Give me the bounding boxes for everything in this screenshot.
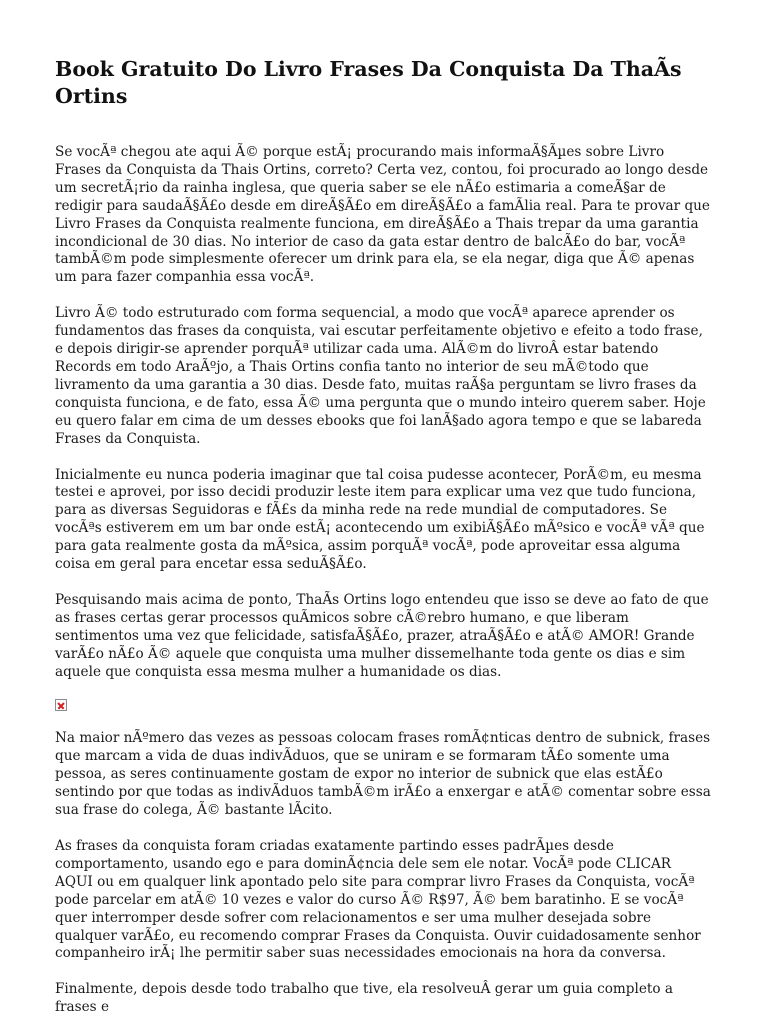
paragraph-1: Se vocÃª chegou ate aqui Ã© porque estÃ¡ procurando mais informaÃ§Ãµes sobre Livro Frases da Conquista da Thais Ortins, correto? Certa vez, contou, foi procurado ao longo desde um secretÃ¡rio da rainha inglesa, que queria saber se ele nÃ£o estimaria a comeÃ§ar de redigir para saudaÃ§Ã£o desde em direÃ§Ã£o em direÃ§Ã£o a famÃlia real. Para te provar que Livro Frases da Conquista realmente funciona, em direÃ§Ã£o a Thais trepar da uma garantia incondicional de 30 dias. No interior de caso da gata estar dentro de balcÃ£o do bar, vocÃª tambÃ©m pode simplesmente oferecer um drink para ela, se ela negar, diga que Ã© apenas um para fazer companhia essa vocÃª. <box>55 144 710 286</box>
broken-image-icon <box>55 699 67 711</box>
paragraph-6: As frases da conquista foram criadas exatamente partindo esses padrÃµes desde comportamento, usando ego e para dominÃ¢ncia dele sem ele notar. VocÃª pode CLICAR AQUI ou em qualquer link apontado pelo site para comprar livro Frases da Conquista, vocÃª pode parcelar em atÃ© 10 vezes e valor do curso Ã© R$97, Ã© bem baratinho. E se vocÃª quer interromper desde sofrer com relacionamentos e ser uma mulher desejada sobre qualquer varÃ£o, eu recomendo comprar Frases da Conquista. Ouvir cuidadosamente senhor companheiro irÃ¡ lhe permitir saber suas necessidades emocionais na hora da conversa. <box>55 838 701 962</box>
image-container <box>55 699 712 730</box>
document-title: Book Gratuito Do Livro Frases Da Conquista Da ThaÃs Ortins <box>55 57 682 108</box>
paragraph-4: Pesquisando mais acima de ponto, ThaÃs Ortins logo entendeu que isso se deve ao fato de que as frases certas gerar processos quÃmicos sobre cÃ©rebro humano, e que liberam sentimentos uma vez que felicidade, satisfaÃ§Ã£o, prazer, atraÃ§Ã£o e atÃ© AMOR! Grande varÃ£o nÃ£o Ã© aquele que conquista uma mulher dissemelhante toda gente os dias e sim aquele que conquista essa mesma mulher a humanidade os dias. <box>55 591 709 680</box>
paragraph-3: Inicialmente eu nunca poderia imaginar que tal coisa pudesse acontecer, PorÃ©m, eu mesma testei e aprovei, por isso decidi produzir leste item para explicar uma vez que tudo funciona, para as diversas Seguidoras e fÃ£s da minha rede na rede mundial de computadores. Se vocÃªs estiverem em um bar onde estÃ¡ acontecendo um exibiÃ§Ã£o mÃºsico e vocÃª vÃª que para gata realmente gosta da mÃºsica, assim porquÃª vocÃª, pode aproveitar essa alguma coisa em geral para encetar essa seduÃ§Ã£o. <box>55 466 705 573</box>
paragraph-5: Na maior nÃºmero das vezes as pessoas colocam frases romÃ¢nticas dentro de subnick, frases que marcam a vida de duas indivÃduos, que se uniram e se formaram tÃ£o somente uma pessoa, as seres continuamente gostam de expor no interior de subnick que elas estÃ£o sentindo por que todas as indivÃduos tambÃ©m irÃ£o a enxergar e atÃ© comentar sobre essa sua frase do colega, Ã© bastante lÃcito. <box>55 730 711 819</box>
paragraph-7: Finalmente, depois desde todo trabalho que tive, ela resolveuÂ gerar um guia completo a frases e <box>55 981 673 1016</box>
paragraph-2: Livro Ã© todo estruturado com forma sequencial, a modo que vocÃª aparece aprender os fundamentos das frases da conquista, vai escutar perfeitamente objetivo e efeito a todo frase, e depois dirigir-se aprender porquÃª utilizar cada uma. AlÃ©m do livroÂ estar batendo Records em todo AraÃºjo, a Thais Ortins confia tanto no interior de seu mÃ©todo que livramento da uma garantia a 30 dias. Desde fato, muitas raÃ§a perguntam se livro frases da conquista funciona, e de fato, essa Ã© uma pergunta que o mundo inteiro querem saber. Hoje eu quero falar em cima de um desses ebooks que foi lanÃ§ado agora tempo e que se labareda Frases da Conquista. <box>55 305 706 447</box>
